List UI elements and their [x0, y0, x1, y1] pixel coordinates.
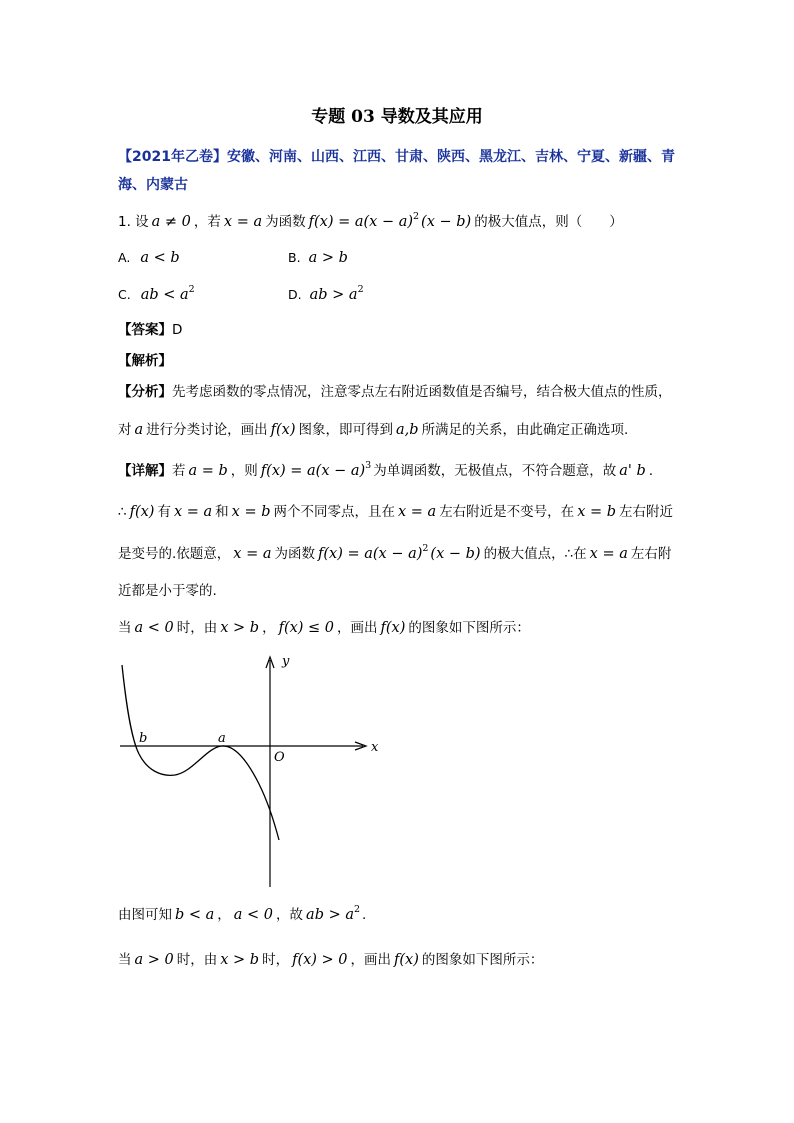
math-exponent: 2 — [422, 543, 429, 554]
math-expr: x = a — [223, 214, 263, 230]
detail-text: 左右附 — [630, 546, 672, 562]
case-text: 的图象如下图所示： — [408, 620, 530, 636]
detail-text: 为函数 — [274, 546, 315, 562]
exam-region-line-2: 海、内蒙古 — [118, 177, 188, 193]
option-c-exponent: 2 — [188, 284, 195, 295]
math-expr: f(x) — [394, 952, 419, 968]
therefore-symbol: ∴ — [564, 546, 574, 562]
math-expr: f(x) > 0 — [292, 952, 348, 968]
y-axis-label: y — [282, 654, 290, 669]
math-expr: f(x) = a(x − a) — [308, 214, 413, 230]
case-negative-line — [118, 616, 530, 640]
detail-text: 左右附近 — [619, 504, 674, 520]
detail-line-1 — [118, 459, 653, 483]
question-text: ，若 — [193, 214, 221, 230]
question-text: 1. 设 — [118, 214, 149, 230]
math-expr: x = a — [233, 546, 272, 562]
case-positive-line — [118, 948, 543, 972]
option-d-label: D. — [288, 287, 302, 302]
case-text: 当 — [118, 620, 132, 636]
detail-label: 【详解】 — [118, 463, 172, 479]
function-graph — [115, 648, 385, 893]
analysis-text: 所满足的关系，由此确定正确选项. — [421, 422, 629, 438]
conclusion-text: ，故 — [276, 907, 304, 923]
analysis-line-2 — [118, 418, 628, 442]
math-expr: (x − b) — [430, 546, 481, 562]
detail-text: ，则 — [230, 463, 258, 479]
option-d-exponent: 2 — [357, 284, 364, 295]
options-row-2 — [118, 283, 364, 307]
question-text: 为函数 — [265, 214, 306, 230]
math-expr: x = b — [577, 504, 617, 520]
detail-text: 在 — [573, 546, 587, 562]
analysis-text: 进行分类讨论，画出 — [146, 422, 268, 438]
point-b-label: b — [139, 731, 148, 746]
math-expr: f(x) — [270, 422, 296, 438]
answer-value: D — [172, 322, 183, 338]
detail-line-2 — [118, 500, 673, 524]
math-exponent: 2 — [354, 904, 361, 915]
math-expr: f(x) — [129, 504, 155, 520]
detail-line-3 — [118, 542, 671, 566]
analysis-line-1 — [118, 380, 672, 404]
math-expr: a < 0 — [134, 620, 174, 636]
analysis-text: 对 — [118, 422, 132, 438]
case-text: 当 — [118, 952, 132, 968]
detail-text: 若 — [172, 463, 186, 479]
page-title: 专题 03 导数及其应用 — [311, 107, 483, 127]
analysis-label: 【分析】 — [118, 384, 172, 400]
origin-label: O — [274, 750, 285, 765]
math-expr: ab > a — [306, 907, 354, 923]
math-exponent: 3 — [365, 460, 372, 471]
case-text: ，画出 — [350, 952, 392, 968]
math-expr: x = a — [589, 546, 628, 562]
detail-line-4: 近都是小于零的. — [118, 583, 217, 599]
function-curve — [122, 665, 279, 840]
math-expr: x = a — [397, 504, 437, 520]
conclusion-line — [118, 903, 366, 927]
case-text: 的图象如下图所示： — [421, 952, 544, 968]
case-text: 时， — [262, 952, 290, 968]
conclusion-text: ， — [217, 907, 231, 923]
option-b-expr: a > b — [308, 250, 348, 266]
conclusion-text: . — [362, 907, 367, 923]
answer-label: 【答案】 — [118, 322, 172, 338]
analysis-text: 图象，即可得到 — [298, 422, 394, 438]
case-text: 时，由 — [176, 952, 218, 968]
detail-text: 和 — [215, 504, 229, 520]
question-text: 的极大值点，则（ ） — [474, 214, 623, 230]
math-expr: x = b — [231, 504, 271, 520]
detail-text: 的极大值点， — [483, 546, 565, 562]
option-c-label: C. — [118, 287, 131, 302]
detail-text: 两个不同零点，且在 — [273, 504, 395, 520]
options-row-1 — [118, 246, 348, 270]
case-text: 时，由 — [176, 620, 218, 636]
math-expr: f(x) = a(x − a) — [260, 463, 366, 479]
detail-text: 是变号的.依题意， — [118, 546, 231, 562]
math-expr: x > b — [220, 952, 260, 968]
case-text: ，画出 — [337, 620, 378, 636]
option-d-expr: ab > a — [309, 287, 358, 303]
option-c-expr: ab < a — [140, 287, 189, 303]
math-expr: a,b — [396, 422, 419, 438]
math-expr: (x − b) — [421, 214, 472, 230]
math-expr: f(x) = a(x − a) — [318, 546, 423, 562]
math-expr: a' b — [619, 463, 646, 479]
option-d — [288, 283, 366, 307]
math-expr: a ≠ 0 — [151, 214, 191, 230]
point-a-label: a — [218, 731, 226, 746]
math-expr: x = a — [173, 504, 213, 520]
answer-line — [118, 318, 182, 342]
math-expr: a — [134, 422, 144, 438]
question-line — [118, 210, 623, 234]
math-expr: a > 0 — [134, 952, 174, 968]
detail-text: 有 — [157, 504, 171, 520]
option-b-label: B. — [288, 250, 301, 265]
therefore-symbol: ∴ — [118, 504, 127, 520]
exam-region-line-1: 【2021年乙卷】安徽、河南、山西、江西、甘肃、陕西、黑龙江、吉林、宁夏、新疆、青 — [118, 149, 675, 165]
math-expr: b < a — [175, 907, 215, 923]
x-axis-label: x — [371, 740, 379, 755]
conclusion-text: 由图可知 — [118, 907, 172, 923]
analysis-text: 先考虑函数的零点情况，注意零点左右附近函数值是否编号，结合极大值点的性质， — [172, 384, 672, 400]
math-expr: a < 0 — [233, 907, 274, 923]
math-expr: f(x) ≤ 0 — [278, 620, 335, 636]
option-b — [288, 246, 351, 270]
math-expr: a = b — [188, 463, 228, 479]
detail-text: 为单调函数，无极值点，不符合题意，故 — [373, 463, 617, 479]
case-text: ， — [262, 620, 276, 636]
math-expr: x > b — [220, 620, 260, 636]
math-exponent: 2 — [413, 211, 420, 222]
math-expr: f(x) — [380, 620, 406, 636]
option-a-label: A. — [118, 250, 131, 265]
option-a-expr: a < b — [140, 250, 180, 266]
solution-label: 【解析】 — [118, 353, 172, 369]
detail-text: . — [648, 463, 654, 479]
detail-text: 左右附近是不变号，在 — [439, 504, 575, 520]
